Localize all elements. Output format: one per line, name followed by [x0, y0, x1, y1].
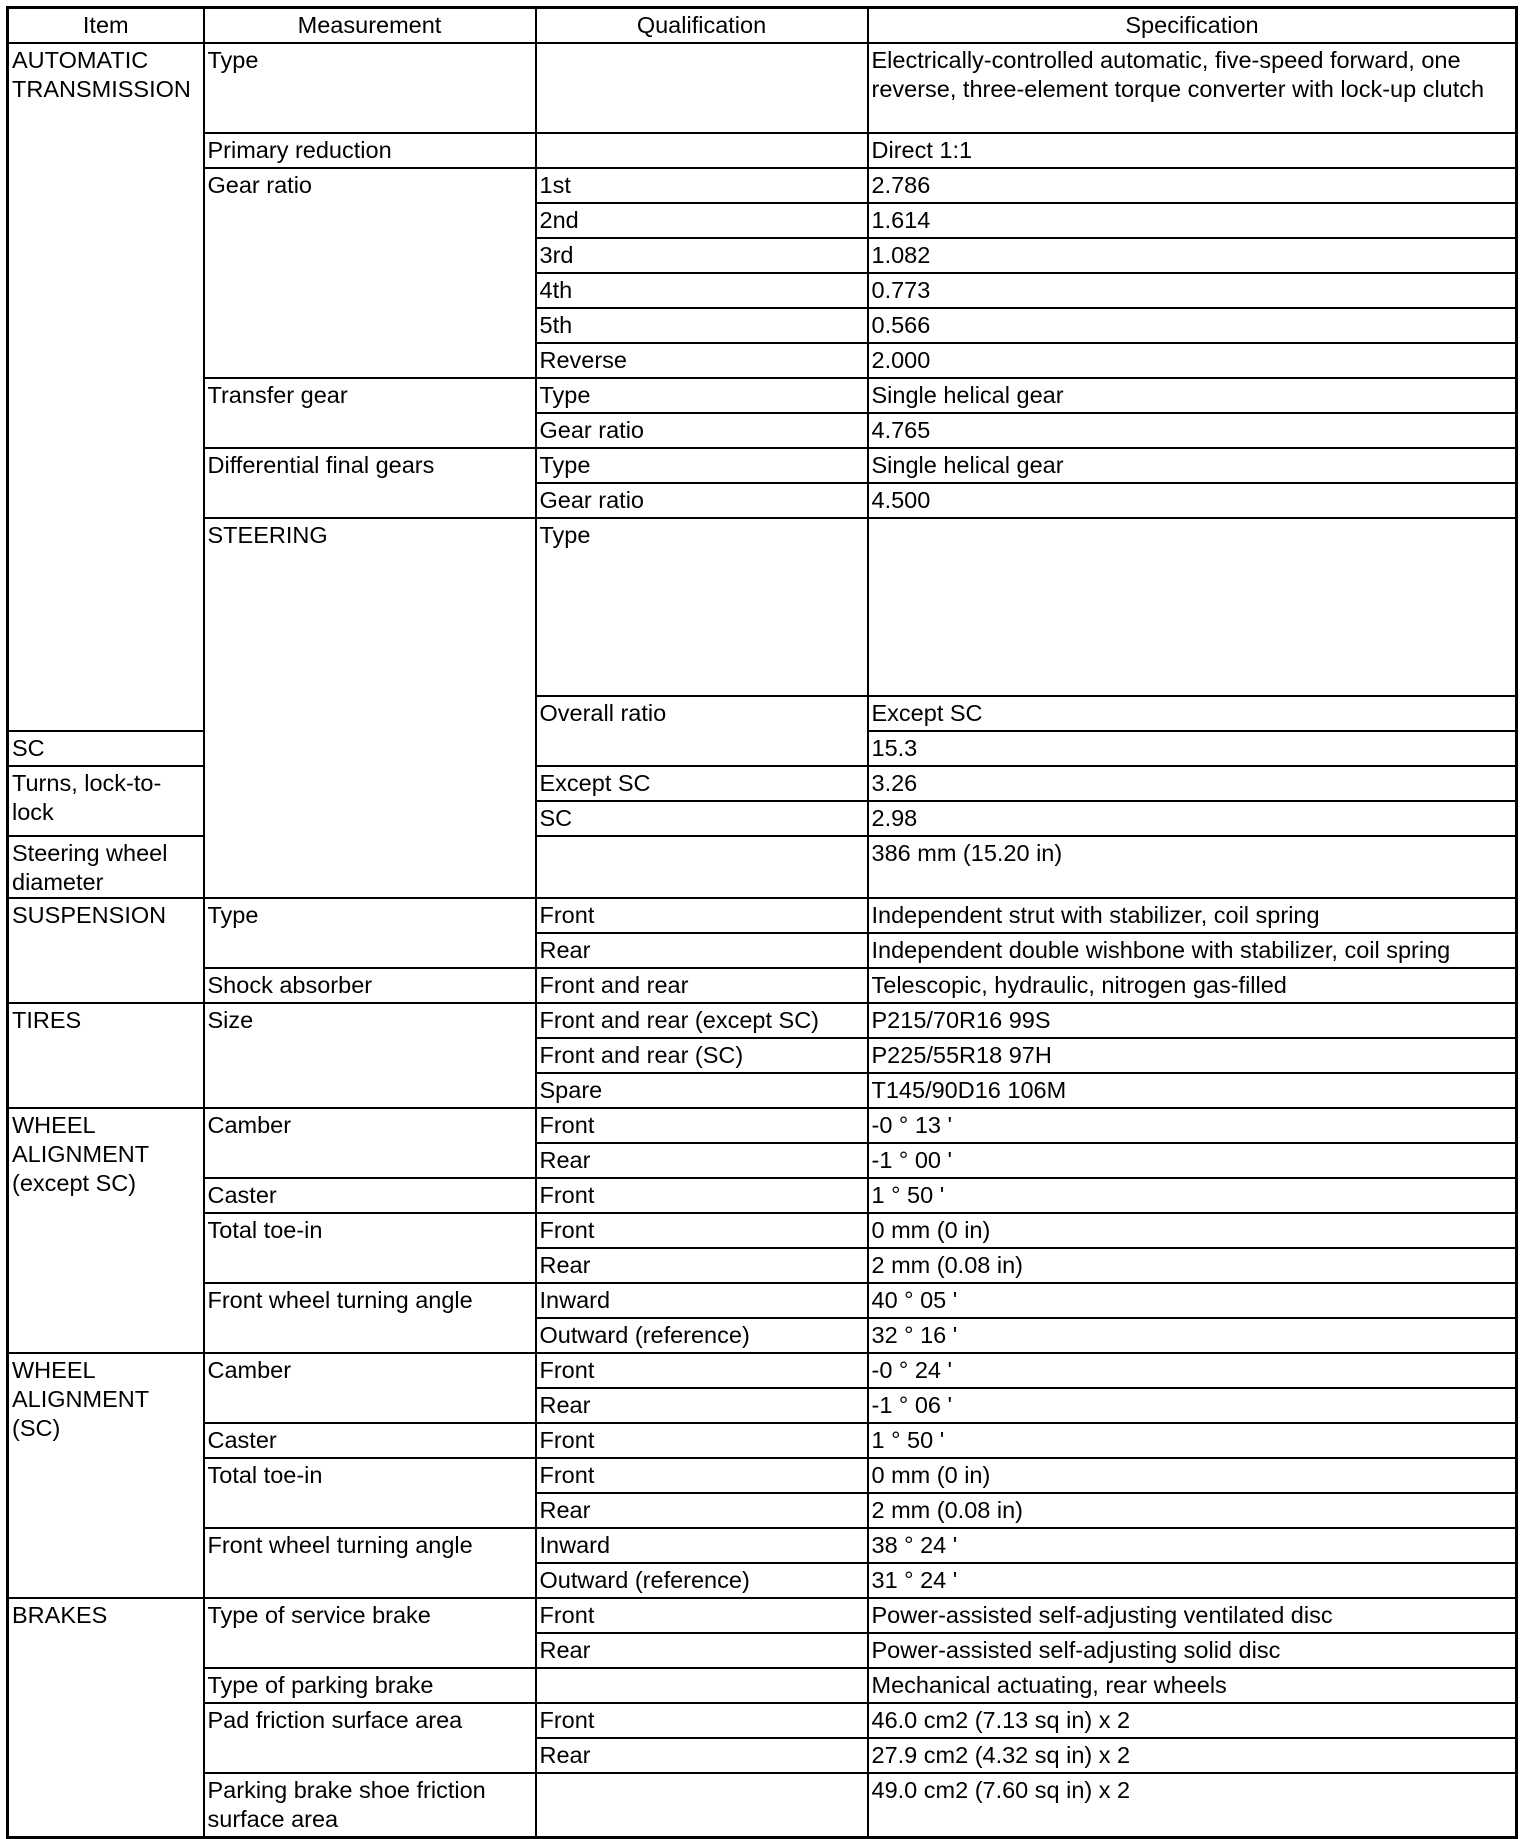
qualification-cell: Front [536, 1703, 868, 1738]
header-row [8, 8, 1517, 44]
qualification-cell: Inward [536, 1528, 868, 1563]
qualification-cell: Front [536, 1108, 868, 1143]
item-cell: BRAKES [8, 1598, 204, 1838]
table-row [8, 1668, 1517, 1703]
measurement-cell: Gear ratio [204, 168, 536, 378]
table-row [8, 1353, 1517, 1388]
qualification-cell: SC [536, 801, 868, 836]
specification-cell: Independent double wishbone with stabilizer, coil spring [868, 933, 1517, 968]
qualification-cell [536, 1668, 868, 1703]
table-row [8, 43, 1517, 133]
measurement-cell: Camber [204, 1108, 536, 1178]
qualification-cell: SC [8, 731, 204, 766]
qualification-cell [536, 43, 868, 133]
specification-cell: 1.082 [868, 238, 1517, 273]
measurement-cell: Type of service brake [204, 1598, 536, 1668]
specification-cell: Telescopic, hydraulic, nitrogen gas-filled [868, 968, 1517, 1003]
header-item: Item [8, 8, 204, 44]
table-row [8, 1423, 1517, 1458]
qualification-cell: Except SC [868, 696, 1517, 731]
qualification-cell: Front [536, 1353, 868, 1388]
measurement-cell: Caster [204, 1178, 536, 1213]
qualification-cell: Front [536, 898, 868, 933]
specification-cell: 31 ° 24 ' [868, 1563, 1517, 1598]
qualification-cell: Type [536, 378, 868, 413]
table-row [8, 1528, 1517, 1563]
qualification-cell: Reverse [536, 343, 868, 378]
measurement-cell: Turns, lock-to-lock [8, 766, 204, 836]
table-row [8, 1458, 1517, 1493]
specifications-table [6, 6, 1518, 1839]
specification-cell: 0 mm (0 in) [868, 1458, 1517, 1493]
item-cell: AUTOMATIC TRANSMISSION [8, 43, 204, 731]
specification-cell: 4.500 [868, 483, 1517, 518]
qualification-cell: Gear ratio [536, 413, 868, 448]
measurement-cell: Steering wheel diameter [8, 836, 204, 898]
specification-cell: 1 ° 50 ' [868, 1423, 1517, 1458]
qualification-cell: Rear [536, 1248, 868, 1283]
measurement-cell: Type [204, 898, 536, 968]
specification-cell: 0.773 [868, 273, 1517, 308]
qualification-cell: Front and rear (except SC) [536, 1003, 868, 1038]
specification-cell: Single helical gear [868, 448, 1517, 483]
table-row [8, 1108, 1517, 1143]
qualification-cell: Rear [536, 1738, 868, 1773]
qualification-cell: Front [536, 1213, 868, 1248]
table-row [8, 1178, 1517, 1213]
qualification-cell: 4th [536, 273, 868, 308]
measurement-cell: Size [204, 1003, 536, 1108]
measurement-cell: Caster [204, 1423, 536, 1458]
specification-cell: 2.000 [868, 343, 1517, 378]
qualification-cell: Outward (reference) [536, 1563, 868, 1598]
specification-cell: 4.765 [868, 413, 1517, 448]
specification-cell: -1 ° 00 ' [868, 1143, 1517, 1178]
qualification-cell: 1st [536, 168, 868, 203]
qualification-cell [536, 1773, 868, 1838]
table-row [8, 168, 1517, 203]
table-row [8, 1598, 1517, 1633]
specification-cell: 38 ° 24 ' [868, 1528, 1517, 1563]
specification-cell: 2.98 [868, 801, 1517, 836]
specification-cell: 1.614 [868, 203, 1517, 238]
specification-cell: Mechanical actuating, rear wheels [868, 1668, 1517, 1703]
measurement-cell: Overall ratio [536, 696, 868, 766]
qualification-cell: Rear [536, 1388, 868, 1423]
qualification-cell: Type [536, 448, 868, 483]
specification-cell: Direct 1:1 [868, 133, 1517, 168]
header-qualification: Qualification [536, 8, 868, 44]
table-row [8, 1703, 1517, 1738]
measurement-cell: Parking brake shoe friction surface area [204, 1773, 536, 1838]
measurement-cell: Primary reduction [204, 133, 536, 168]
measurement-cell: Type [536, 518, 868, 696]
qualification-cell: Rear [536, 933, 868, 968]
qualification-cell: Front and rear [536, 968, 868, 1003]
table-row [8, 1003, 1517, 1038]
table-row [8, 518, 1517, 696]
measurement-cell: Type [204, 43, 536, 133]
specification-cell: -0 ° 24 ' [868, 1353, 1517, 1388]
qualification-cell: 2nd [536, 203, 868, 238]
specification-cell: 2.786 [868, 168, 1517, 203]
specification-cell: 0.566 [868, 308, 1517, 343]
measurement-cell: Camber [204, 1353, 536, 1423]
header-measurement: Measurement [204, 8, 536, 44]
qualification-cell: Rear [536, 1493, 868, 1528]
table-row [8, 968, 1517, 1003]
specification-cell: Independent strut with stabilizer, coil spring [868, 898, 1517, 933]
specification-cell: 2 mm (0.08 in) [868, 1248, 1517, 1283]
specification-cell: 46.0 cm2 (7.13 sq in) x 2 [868, 1703, 1517, 1738]
table-row [8, 898, 1517, 933]
qualification-cell: Front [536, 1423, 868, 1458]
specification-cell: 27.9 cm2 (4.32 sq in) x 2 [868, 1738, 1517, 1773]
specification-cell: Power-assisted self-adjusting solid disc [868, 1633, 1517, 1668]
measurement-cell: Differential final gears [204, 448, 536, 518]
specification-cell: P225/55R18 97H [868, 1038, 1517, 1073]
qualification-cell: Spare [536, 1073, 868, 1108]
qualification-cell: Front [536, 1178, 868, 1213]
specification-cell: Electrically-controlled automatic, five-speed forward, one reverse, three-element torque converter with lock-up clutch [868, 43, 1517, 133]
item-cell: SUSPENSION [8, 898, 204, 1003]
table-row [8, 133, 1517, 168]
specification-cell: 15.3 [868, 731, 1517, 766]
measurement-cell: Pad friction surface area [204, 1703, 536, 1773]
specification-cell: 1 ° 50 ' [868, 1178, 1517, 1213]
qualification-cell [536, 836, 868, 898]
table-row [8, 378, 1517, 413]
specification-cell: 386 mm (15.20 in) [868, 836, 1517, 898]
measurement-cell: Type of parking brake [204, 1668, 536, 1703]
specification-cell: Power-assisted self-adjusting ventilated disc [868, 1598, 1517, 1633]
specification-cell: P215/70R16 99S [868, 1003, 1517, 1038]
qualification-cell: Front and rear (SC) [536, 1038, 868, 1073]
table-row [8, 1283, 1517, 1318]
item-cell: TIRES [8, 1003, 204, 1108]
specification-cell: T145/90D16 106M [868, 1073, 1517, 1108]
header-specification: Specification [868, 8, 1517, 44]
table-row [8, 1213, 1517, 1248]
specification-cell: 32 ° 16 ' [868, 1318, 1517, 1353]
item-cell: STEERING [204, 518, 536, 898]
table-row [8, 1773, 1517, 1838]
qualification-cell: 5th [536, 308, 868, 343]
qualification-cell: 3rd [536, 238, 868, 273]
table-row [8, 448, 1517, 483]
item-cell: WHEEL ALIGNMENT (except SC) [8, 1108, 204, 1353]
qualification-cell: Gear ratio [536, 483, 868, 518]
specification-cell: 2 mm (0.08 in) [868, 1493, 1517, 1528]
qualification-cell [868, 518, 1517, 696]
specification-cell: Single helical gear [868, 378, 1517, 413]
measurement-cell: Total toe-in [204, 1458, 536, 1528]
measurement-cell: Transfer gear [204, 378, 536, 448]
measurement-cell: Front wheel turning angle [204, 1283, 536, 1353]
specification-cell: 0 mm (0 in) [868, 1213, 1517, 1248]
qualification-cell: Outward (reference) [536, 1318, 868, 1353]
qualification-cell: Rear [536, 1143, 868, 1178]
specification-cell: 49.0 cm2 (7.60 sq in) x 2 [868, 1773, 1517, 1838]
qualification-cell: Front [536, 1458, 868, 1493]
specification-cell: -0 ° 13 ' [868, 1108, 1517, 1143]
specification-cell: 3.26 [868, 766, 1517, 801]
qualification-cell: Inward [536, 1283, 868, 1318]
measurement-cell: Front wheel turning angle [204, 1528, 536, 1598]
qualification-cell: Rear [536, 1633, 868, 1668]
measurement-cell: Shock absorber [204, 968, 536, 1003]
qualification-cell: Front [536, 1598, 868, 1633]
specification-cell: -1 ° 06 ' [868, 1388, 1517, 1423]
specification-cell: 40 ° 05 ' [868, 1283, 1517, 1318]
qualification-cell [536, 133, 868, 168]
item-cell: WHEEL ALIGNMENT (SC) [8, 1353, 204, 1598]
measurement-cell: Total toe-in [204, 1213, 536, 1283]
qualification-cell: Except SC [536, 766, 868, 801]
